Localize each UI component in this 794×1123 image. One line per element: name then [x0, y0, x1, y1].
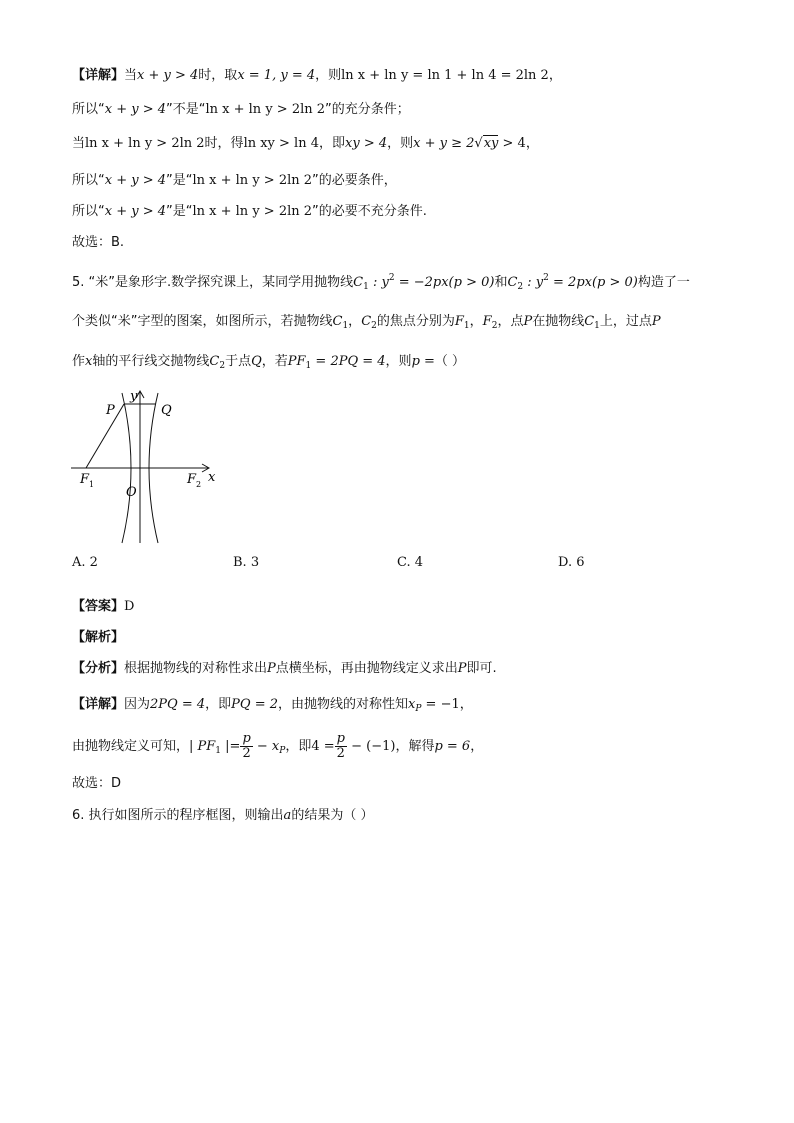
- q5-line-3: 作x轴的平行线交抛物线$C_2$于点Q，若$PF_1 = 2PQ = 4$，则p =（ ）: [72, 354, 466, 371]
- fraction-p-over-2: $\frac{p}{2}$: [242, 731, 251, 761]
- parabola-figure: [66, 388, 226, 548]
- answer-line: 【答案】D: [72, 599, 135, 614]
- prev-line-3: 当ln x + ln y > 2ln 2时，得ln xy > ln 4，即xy > 4，则x + y ≥ 2√xy > 4，: [72, 136, 539, 151]
- label-f1-sub: 1: [89, 480, 95, 489]
- label-o: O: [126, 485, 137, 500]
- detail-tag: 【详解】: [72, 68, 125, 83]
- q5-line-2: 个类似“米”字型的图案，如图所示，若抛物线$C_1$，$C_2$的焦点分别为$F_1$，$F_2$，点P在抛物线$C_1$上，过点P: [72, 314, 661, 331]
- analysis-fenxi: 【分析】根据抛物线的对称性求出P点横坐标，再由抛物线定义求出P即可.: [72, 661, 497, 676]
- label-p: P: [106, 403, 115, 418]
- prev-line-1: 【详解】当x + y > 4时，取x = 1, y = 4，则ln x + ln y = ln 1 + ln 4 = 2ln 2，: [72, 68, 562, 83]
- analysis-heading: 【解析】: [72, 630, 125, 645]
- prev-line-4: 所以“x + y > 4”是“ln x + ln y > 2ln 2”的必要条件，: [72, 173, 397, 188]
- prev-line-2: 所以“x + y > 4”不是“ln x + ln y > 2ln 2”的充分条件；: [72, 102, 410, 117]
- q6-line: 6. 执行如图所示的程序框图，则输出a的结果为（ ）: [72, 808, 374, 823]
- label-y: y: [130, 389, 138, 404]
- analysis-detail-2: 由抛物线定义可知，| $PF_1$ |= $\frac{p}{2}$ − $x_P$，即4 = $\frac{p}{2}$ − (−1)，解得p = 6，: [72, 731, 484, 761]
- label-x: x: [208, 470, 216, 485]
- q5-line-1: 5. “米”是象形字.数学探究课上，某同学用抛物线$C_1$ : $y^2 = -2px(p > 0)$和$C_2$ : $y^2 = 2px(p > 0)$构造了一: [72, 273, 690, 292]
- analysis-detail-1: 【详解】因为2PQ = 4，即PQ = 2，由抛物线的对称性知$x_P = -1$，: [72, 697, 473, 714]
- option-a: A. 2: [72, 555, 98, 570]
- label-f2: F: [187, 472, 197, 487]
- option-c: C. 4: [397, 555, 424, 570]
- prev-choice: 故选：B.: [72, 235, 125, 250]
- label-f2-sub: 2: [196, 480, 202, 489]
- option-b: B. 3: [233, 555, 260, 570]
- answer-value: D: [124, 599, 135, 614]
- label-f1: F: [80, 472, 90, 487]
- fraction-p-over-2-b: $\frac{p}{2}$: [336, 731, 345, 761]
- option-d: D. 6: [558, 555, 585, 570]
- answer-choice: 故选：D: [72, 776, 122, 791]
- prev-line-5: 所以“x + y > 4”是“ln x + ln y > 2ln 2”的必要不充分条件.: [72, 204, 427, 219]
- segment-pf1: [86, 404, 124, 468]
- label-q: Q: [161, 403, 172, 418]
